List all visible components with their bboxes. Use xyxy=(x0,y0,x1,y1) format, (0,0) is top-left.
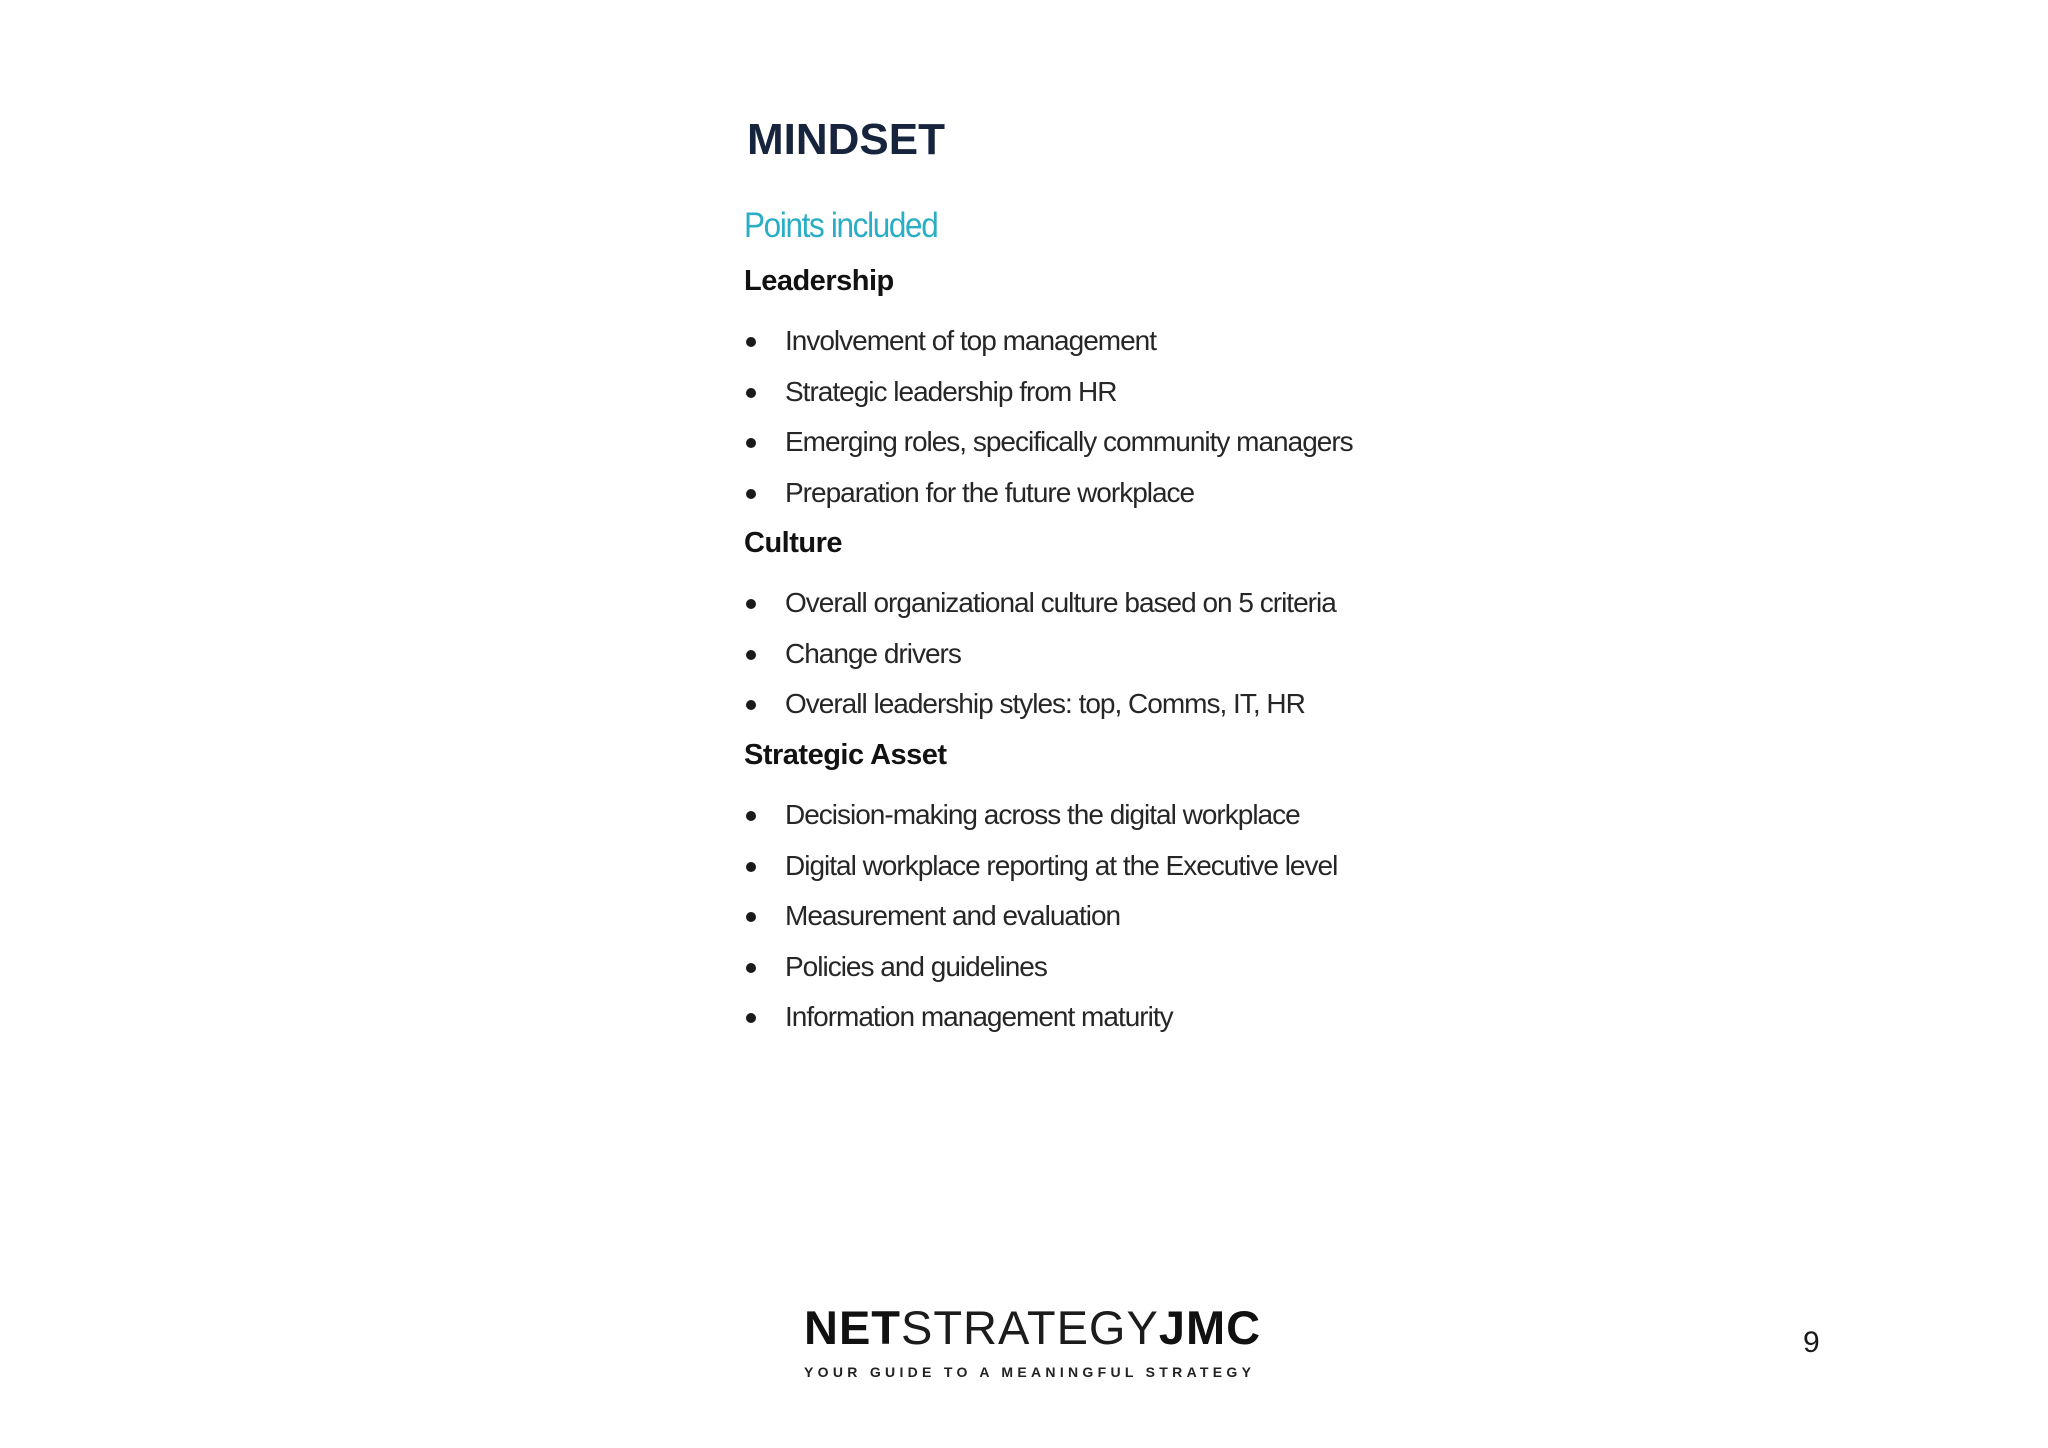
list-item-text: Preparation for the future workplace xyxy=(785,476,1195,508)
list-item-text: Information management maturity xyxy=(785,1001,1173,1032)
logo-wordmark-net: NET xyxy=(804,1301,901,1354)
list-item-text: Policies and guidelines xyxy=(785,950,1047,982)
bullet-icon xyxy=(746,337,756,347)
list-item-text: Strategic leadership from HR xyxy=(785,375,1117,407)
list-item xyxy=(744,474,1353,525)
bullet-icon xyxy=(746,963,756,973)
list-item-text: Overall organizational culture based on 5 criteria xyxy=(785,587,1336,618)
list-item-text: Change drivers xyxy=(785,637,961,669)
bullet-icon xyxy=(746,650,756,660)
bullet-icon xyxy=(746,811,756,821)
leadership-list xyxy=(744,322,1353,524)
list-item xyxy=(744,322,1353,373)
bullet-icon xyxy=(746,700,756,710)
logo-wordmark-jmc: JMC xyxy=(1158,1301,1262,1354)
section-heading-culture: Culture xyxy=(744,527,842,559)
list-item xyxy=(744,635,1336,686)
list-item xyxy=(744,685,1336,736)
list-item xyxy=(744,796,1337,847)
list-item xyxy=(744,948,1337,999)
section-heading-strategic-asset: Strategic Asset xyxy=(744,739,947,771)
list-item-text: Decision-making across the digital workplace xyxy=(785,799,1300,830)
list-item-text: Measurement and evaluation xyxy=(785,900,1121,931)
subtitle: Points included xyxy=(744,206,938,245)
strategic-asset-list xyxy=(744,796,1337,1049)
logo-wordmark xyxy=(804,1301,1262,1354)
list-item-text: Emerging roles, specifically community managers xyxy=(785,426,1353,457)
bullet-icon xyxy=(746,489,756,499)
list-item xyxy=(744,897,1337,948)
page-number: 9 xyxy=(1803,1326,1820,1359)
page-title: MINDSET xyxy=(747,115,945,164)
list-item-text: Digital workplace reporting at the Executive level xyxy=(785,849,1338,881)
bullet-icon xyxy=(746,1013,756,1023)
bullet-icon xyxy=(746,438,756,448)
list-item xyxy=(744,998,1337,1049)
bullet-icon xyxy=(746,862,756,872)
bullet-icon xyxy=(746,912,756,922)
list-item xyxy=(744,847,1337,898)
bullet-icon xyxy=(746,599,756,609)
list-item-text: Overall leadership styles: top, Comms, IT, HR xyxy=(785,688,1305,719)
culture-list xyxy=(744,584,1336,736)
list-item xyxy=(744,423,1353,474)
logo-tagline: YOUR GUIDE TO A MEANINGFUL STRATEGY xyxy=(804,1364,1256,1380)
list-item-text: Involvement of top management xyxy=(785,325,1157,356)
section-heading-leadership: Leadership xyxy=(744,265,894,297)
list-item xyxy=(744,373,1353,424)
company-logo xyxy=(804,1301,1262,1380)
list-item xyxy=(744,584,1336,635)
bullet-icon xyxy=(746,388,756,398)
logo-wordmark-strategy: STRATEGY xyxy=(901,1301,1159,1354)
